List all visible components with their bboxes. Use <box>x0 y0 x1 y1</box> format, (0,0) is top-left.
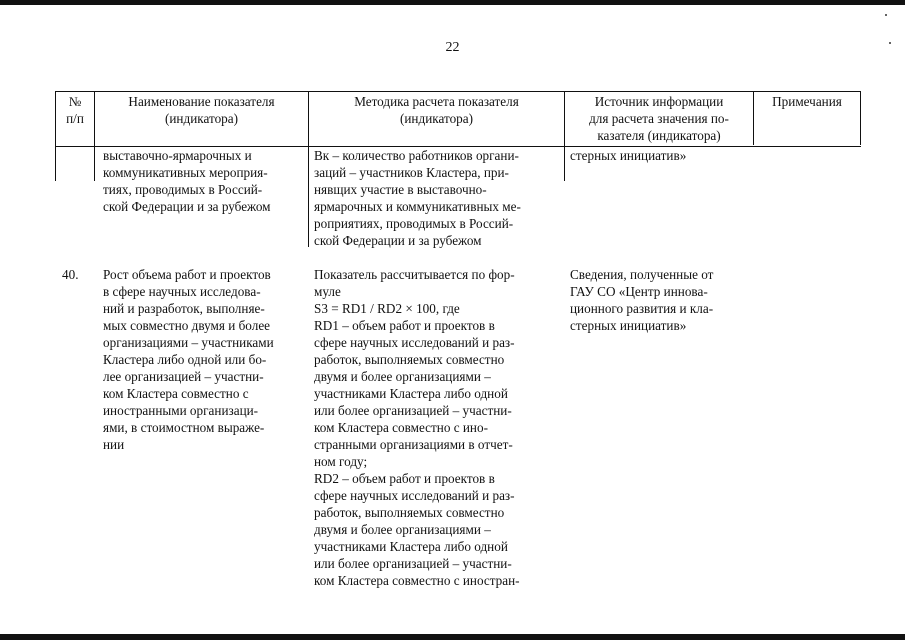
text-line: ской Федерации и за рубежом <box>314 233 482 248</box>
text-line: странными организациями в отчет- <box>314 437 513 452</box>
page-number: 22 <box>445 40 460 55</box>
text-line: в сфере научных исследова- <box>103 284 261 299</box>
text-line: RD2 – объем работ и проектов в <box>314 471 495 486</box>
text-line: Рост объема работ и проектов <box>103 267 271 282</box>
text-line: или более организацией – участни- <box>314 403 512 418</box>
text-line: сфере научных исследований и раз- <box>314 488 515 503</box>
indicator-name-cell <box>103 147 271 215</box>
text-line: выставочно-ярмарочных и <box>103 148 252 163</box>
text-line: ком Кластера совместно с иностран- <box>314 573 520 588</box>
text-line: тиях, проводимых в Россий- <box>103 182 263 197</box>
information-source-cell <box>570 147 686 164</box>
text-line: стерных инициатив» <box>570 148 687 163</box>
header-line: Примечания <box>772 94 842 109</box>
text-line: работок, выполняемых совместно <box>314 505 505 520</box>
text-line: RD1 – объем работ и проектов в <box>314 318 495 333</box>
text-line: ном году; <box>314 454 368 469</box>
text-line: Кластера либо одной или бо- <box>103 352 267 367</box>
text-line: роприятиях, проводимых в Россий- <box>314 216 514 231</box>
header-line: казателя (индикатора) <box>597 128 721 143</box>
scan-speck <box>885 14 887 16</box>
text-line: лее организацией – участни- <box>103 369 264 384</box>
header-information-source <box>565 93 753 144</box>
table-border-right <box>860 91 861 145</box>
information-source-cell <box>570 266 713 334</box>
text-line: ями, в стоимостном выраже- <box>103 420 265 435</box>
header-line: (индикатора) <box>164 111 238 126</box>
formula: S3 = RD1 / RD2 × 100, где <box>314 301 460 316</box>
header-line: для расчета значения по- <box>589 111 729 126</box>
row-number: 40. <box>62 267 79 282</box>
text-line: ком Кластера совместно с ино- <box>314 420 488 435</box>
text-line: участниками Кластера либо одной <box>314 539 508 554</box>
text-line: двумя и более организациями – <box>314 522 491 537</box>
text-line: ярмарочных и коммуникативных ме- <box>314 199 521 214</box>
text-line: ской Федерации и за рубежом <box>103 199 271 214</box>
text-line: работок, выполняемых совместно <box>314 352 505 367</box>
text-line: организациями – участниками <box>103 335 274 350</box>
text-line: нии <box>103 437 125 452</box>
text-line: иностранными организаци- <box>103 403 259 418</box>
header-notes <box>754 93 860 110</box>
text-line: Вк – количество работников органи- <box>314 148 519 163</box>
text-line: Сведения, полученные от <box>570 267 714 282</box>
text-line: сфере научных исследований и раз- <box>314 335 515 350</box>
text-line: ний и разработок, выполняе- <box>103 301 265 316</box>
text-line: участниками Кластера либо одной <box>314 386 508 401</box>
text-line: ционного развития и кла- <box>570 301 714 316</box>
text-line: мых совместно двумя и более <box>103 318 271 333</box>
header-indicator-name <box>95 93 308 127</box>
text-line: коммуникативных мероприя- <box>103 165 268 180</box>
scan-top-border <box>0 0 905 5</box>
text-line: ГАУ СО «Центр иннова- <box>570 284 708 299</box>
header-line: Методика расчета показателя <box>354 94 519 109</box>
header-line: Источник информации <box>594 94 724 109</box>
indicator-name-cell <box>103 266 274 453</box>
header-line: № <box>68 94 82 109</box>
header-calculation-method <box>309 93 564 127</box>
header-line: (индикатора) <box>399 111 473 126</box>
text-line: муле <box>314 284 341 299</box>
scan-bottom-border <box>0 634 905 640</box>
text-line: заций – участников Кластера, при- <box>314 165 509 180</box>
text-line: Показатель рассчитывается по фор- <box>314 267 515 282</box>
text-line: стерных инициатив» <box>570 318 687 333</box>
text-line: двумя и более организациями – <box>314 369 491 384</box>
text-line: ком Кластера совместно с <box>103 386 249 401</box>
header-number <box>56 93 94 127</box>
text-line: нявщих участие в выставочно- <box>314 182 487 197</box>
calculation-method-cell <box>314 147 521 249</box>
text-line: или более организацией – участни- <box>314 556 512 571</box>
header-line: п/п <box>66 111 84 126</box>
header-line: Наименование показателя <box>128 94 275 109</box>
calculation-method-cell <box>314 266 520 589</box>
